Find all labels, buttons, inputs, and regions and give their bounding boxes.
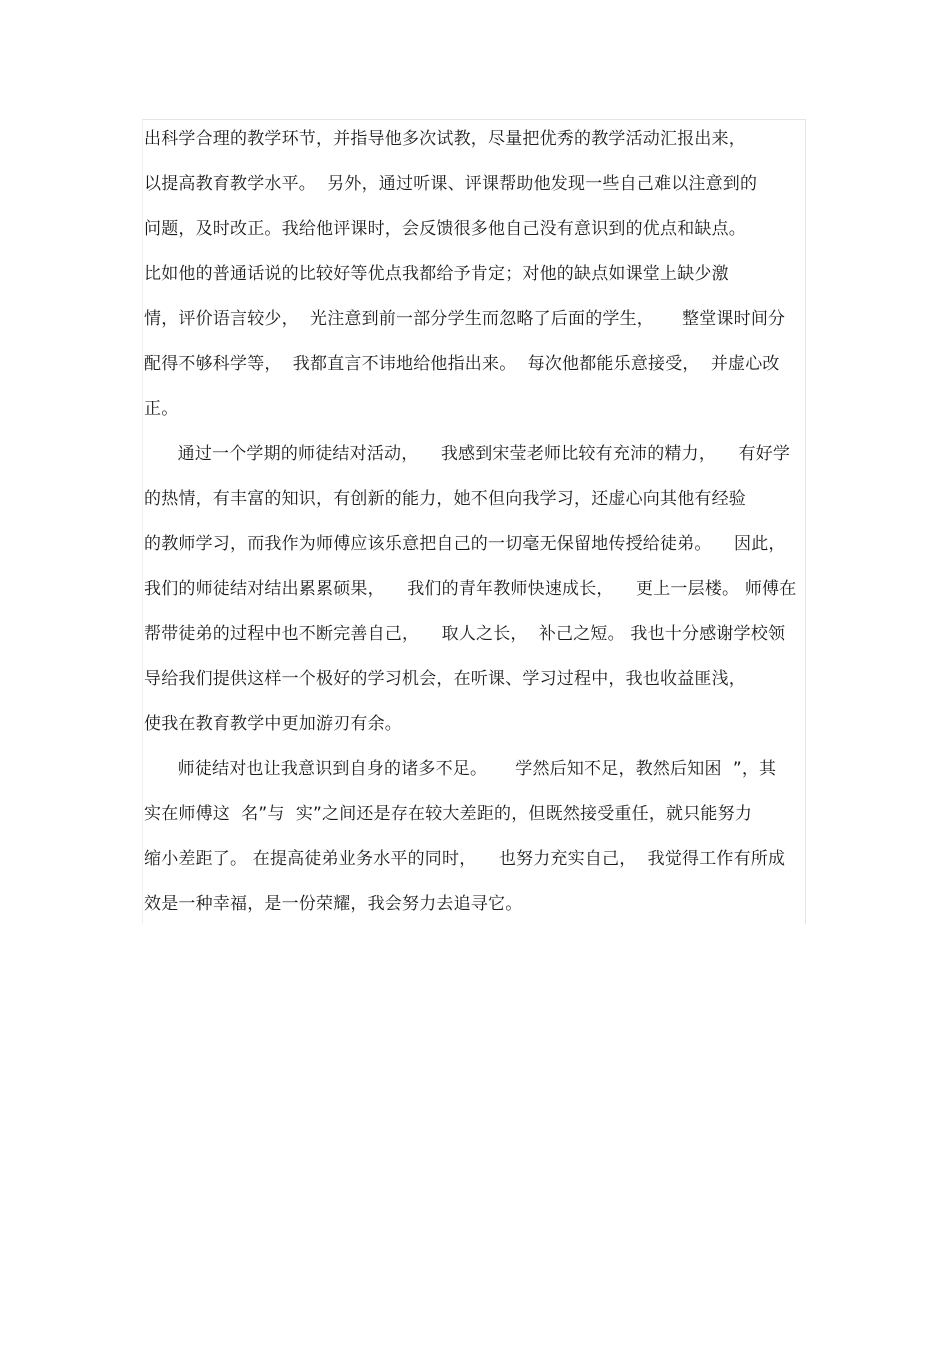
text-line: 比如他的普通话说的比较好等优点我都给予肯定；对他的缺点如课堂上缺少激 (144, 264, 729, 284)
text-line: 使我在教育教学中更加游刃有余。 (144, 714, 402, 734)
document-body (144, 122, 808, 932)
text-line: 问题，及时改正。我给他评课时，会反馈很多他自己没有意识到的优点和缺点。 (144, 219, 746, 239)
text-line: 以提高教育教学水平。 另外，通过听课、评课帮助他发现一些自己难以注意到的 (144, 174, 758, 194)
text-line: 帮带徒弟的过程中也不断完善自己， 取人之长， 补己之短。 我也十分感谢学校领 (144, 624, 786, 644)
paragraph-start-line: 师徒结对也让我意识到自身的诸多不足。 学然后知不足，教然后知困 ”，其 (144, 759, 777, 779)
paragraph-start-line: 通过一个学期的师徒结对活动， 我感到宋莹老师比较有充沛的精力， 有好学 (144, 444, 791, 464)
text-line: 的教师学习，而我作为师傅应该乐意把自己的一切毫无保留地传授给徒弟。 因此， (144, 534, 786, 554)
text-line: 效是一种幸福，是一份荣耀，我会努力去追寻它。 (144, 894, 523, 914)
text-line: 的热情，有丰富的知识，有创新的能力，她不但向我学习，还虚心向其他有经验 (144, 489, 746, 509)
text-line: 正。 (144, 399, 179, 419)
text-line: 导给我们提供这样一个极好的学习机会，在听课、学习过程中，我也收益匪浅， (144, 669, 746, 689)
text-line: 实在师傅这 名”与 实”之间还是存在较大差距的，但既然接受重任，就只能努力 (144, 804, 753, 824)
text-line: 情，评价语言较少， 光注意到前一部分学生而忽略了后面的学生， 整堂课时间分 (144, 309, 786, 329)
text-line: 配得不够科学等， 我都直言不讳地给他指出来。 每次他都能乐意接受， 并虚心改 (144, 354, 780, 374)
text-line: 我们的师徒结对结出累累硕果， 我们的青年教师快速成长， 更上一层楼。 师傅在 (144, 579, 797, 599)
text-line: 缩小差距了。 在提高徒弟业务水平的同时， 也努力充实自己， 我觉得工作有所成 (144, 849, 786, 869)
text-line: 出科学合理的教学环节，并指导他多次试教，尽量把优秀的教学活动汇报出来， (144, 129, 746, 149)
